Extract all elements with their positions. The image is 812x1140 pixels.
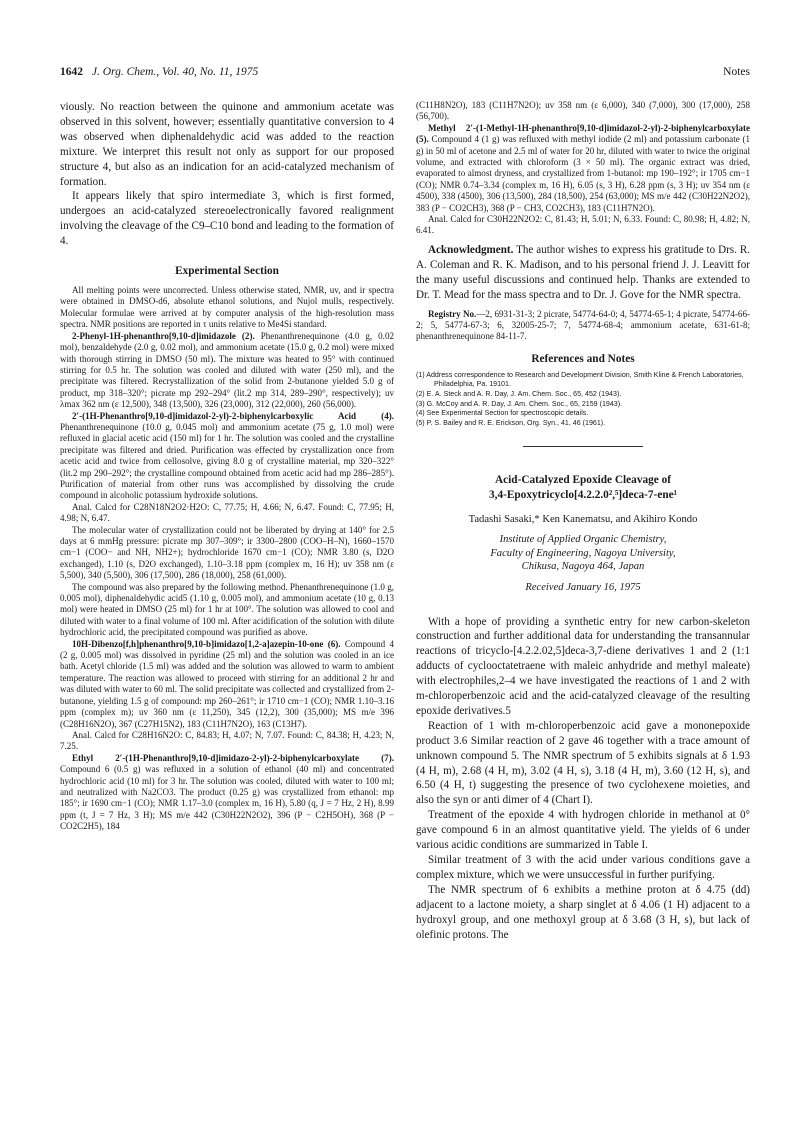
compound-4-water-note: The molecular water of crystallization could not be liberated by drying at 140° for 2.5 days at 6 mmHg pressure: picrate mp 307–309°; ir 3300–2800 (COO–H–N), 1660–1570 cm−1 (COO− and NH, NH2+); hydrochloride 1670 cm−1 (CO); NMR 3.80 (s, D2O exchanged), 1.10 (s, D2O exchanged), 1.10–3.18 ppm (complex m, 16 H); uv 358 nm (ε 5,500), 340 (5,500), 306 (17,500), 286 (18,000), 258 (61,000). xyxy=(60,524,394,581)
compound-4-text: Phenanthrenequinone (10.0 g, 0.045 mol) and ammonium acetate (75 g, 1.0 mol) were refluxed in glacial acetic acid (150 ml) for 1 hr. The solution was cooled and the crystalline precipitate was filtered and dried. Purification was effected by crystallization once from acetic acid and twice from cellosolve, giving 8.0 g of crystalline material, mp 320–322° (lit.2 mp 290–292°; the crystalline compound obtained from acetic acid had mp 286–285°). Purification of material from other runs was accomplished by dissolving the crude compound in alcoholic potassium hydroxide solutions. xyxy=(60,421,394,501)
reference-item: (4) See Experimental Section for spectroscopic details. xyxy=(416,409,589,418)
reference-item: (1) Address correspondence to Research and Development Division, Smith Kline & French Laboratories, Philadelphia, Pa. 19101. xyxy=(416,370,744,389)
reference-item: (5) P. S. Bailey and R. E. Erickson, Org. Syn., 41, 46 (1961). xyxy=(416,418,606,427)
article-title-line-2: 3,4-Epoxytricyclo[4.2.2.0²,⁵]deca-7-ene¹ xyxy=(488,488,678,501)
article-title-line-1: Acid-Catalyzed Epoxide Cleavage of xyxy=(494,474,672,487)
running-header xyxy=(60,66,750,88)
compound-4-heading: 2′-(1H-Phenanthro[9,10-d]imidazol-2-yl)-2-biphenylcarboxylic Acid (4). xyxy=(72,410,394,421)
references-heading: References and Notes xyxy=(531,352,635,365)
article-paragraph-2: Reaction of 1 with m-chloroperbenzoic acid gave a mononepoxide product 3.6 Similar reaction of 2 gave 46 together with a trace amount of unknown compound 5. The NMR spectrum of 5 exhibits signals at δ 1.93 (4 H, m), 2.68 (4 H, m), 3.02 (4 H, s), 3.18 (4 H, m), 3.60 (12 H, s), and 6.50 (4 H, t) suggesting the presence of two cyclohexene moieties, and also the syn or anti dimer of 4 (Chart I). xyxy=(416,719,750,807)
intro-paragraph-2: It appears likely that spiro intermediate 3, which is first formed, undergoes an acid-catalyzed stereoelectronically favored realignment involving the cleavage of the C9–C10 bond and leading to the formation of 4. xyxy=(60,190,394,248)
acknowledgment-heading: Acknowledgment. xyxy=(428,243,514,256)
compound-5-text: Compound 4 (1 g) was refluxed with methyl iodide (2 ml) and potassium carbonate (1 g) in 50 ml of acetone and 2.5 ml of water for 20 hr, diluted with water to twice the original volume, and extracted with chloroform (3 × 50 ml). The organic extract was dried, evaporated to almost dryness, and crystallized from 1-butanol: mp 190–192°; ir 1705 cm−1 (CO); NMR 0.74–3.34 (complex m, 16 H), 6.05 (s, 3 H), 6.28 ppm (s, 3 H); uv 354 nm (ε 4500), 338 (4500), 306 (13,500), 284 (18,500), 254 (63,000); MS m/e 442 (C30H22N2O2), 383 (P − CO2CH3), 368 (P − CH3, CO2CH3), 183 (C11H7N2O). xyxy=(416,134,750,213)
compound-2-heading: 2-Phenyl-1H-phenanthro[9,10-d]imidazole (2). xyxy=(72,330,255,341)
registry-heading: Registry No. xyxy=(428,308,477,319)
compound-4-analysis: Anal. Calcd for C28N18N2O2·H2O: C, 77.75; H, 4.66; N, 6.47. Found: C, 77.95; H, 4.98; N, 6.47. xyxy=(60,501,394,524)
acknowledgment xyxy=(416,243,750,303)
acknowledgment-text: The author wishes to express his gratitude to Drs. R. A. Coleman and R. K. Madison, and to his personal friend J. J. Leavitt for the many useful discussions and continued help. Thanks are extended to Dr. T. Mead for the mass spectra and to Dr. J. Gove for the NMR spectra. xyxy=(416,243,750,301)
compound-5-heading: Methyl 2′-(1-Methyl-1H-phenanthro[9,10-d]imidazol-2-yl)-2-biphenylcarboxylate (5). xyxy=(416,122,750,145)
registry-numbers xyxy=(416,309,750,343)
right-column xyxy=(416,100,750,942)
compound-5-analysis: Anal. Calcd for C30H22N2O2: C, 81.43; H, 5.01; N, 6.33. Found: C, 80.98; H, 4.82; N, 6.41. xyxy=(416,214,750,236)
article-paragraph-4: Similar treatment of 3 with the acid under various conditions gave a complex mixture, which we were unsuccessful in further purifying. xyxy=(416,854,750,881)
affiliation-line-1: Institute of Applied Organic Chemistry, xyxy=(499,534,667,546)
compound-7-procedure xyxy=(60,753,394,833)
left-column xyxy=(60,100,394,833)
reference-item: (2) E. A. Steck and A. R. Day, J. Am. Chem. Soc., 65, 452 (1943). xyxy=(416,389,622,398)
compound-6-analysis: Anal. Calcd for C28H16N2O: C, 84.83; H, 4.07; N, 7.07. Found: C, 84.38; H, 4.23; N, 7.25. xyxy=(60,729,394,752)
compound-2-procedure xyxy=(60,331,394,411)
author-affiliation xyxy=(416,533,750,573)
compound-6-heading: 10H-Dibenzo[f,h]phenanthro[9,10-b]imidazo[1,2-a]azepin-10-one (6). xyxy=(72,638,341,649)
compound-7-heading: Ethyl 2′-(1H-Phenanthro[9,10-d]imidazo-2-yl)-2-biphenylcarboxylate (7). xyxy=(72,752,394,763)
article-paragraph-3: Treatment of the epoxide 4 with hydrogen chloride in methanol at 0° gave compound 6 in an almost quantitative yield. The yields of 6 under various acidic conditions are summarized in Table I. xyxy=(416,809,750,852)
reference-item: (3) G. McCoy and A. R. Day, J. Am. Chem. Soc., 65, 2159 (1943). xyxy=(416,399,623,408)
compound-7-text: Compound 6 (0.5 g) was refluxed in a solution of ethanol (40 ml) and concentrated hydrochloric acid (10 ml) for 3 hr. The solution was cooled, diluted with water to 100 ml; and neutralized with Na2CO3. The product (0.25 g) was crystallized from ethanol: mp 185°; ir 1690 cm−1 (CO); NMR 1.17–3.0 (complex m, 16 H), 5.80 (q, J = 7 Hz, 2 H), 8.99 ppm (t, J = 7 Hz, 3 H); MS m/e 442 (C30H22N2O2), 396 (P − C2H5OH), 368 (P − CO2C2H5), 184 xyxy=(60,764,394,832)
compound-6-text: Compound 4 (2 g, 0.005 mol) was dissolved in pyridine (25 ml) and the solution was cooled in an ice bath. Acetyl chloride (1.5 ml) was added and the solution was allowed to warm to ambient temperature. The reaction was allowed to proceed with stirring for an additional 2 hr and was diluted with water to 60 ml. The solid precipitate was collected and crystallized from 2-butanone, yielding 1.5 g of compound: mp 260–261°; ir 1710 cm−1 (CO); NMR 1.10–3.16 ppm (complex m); uv 360 nm (ε 11,250), 345 (12,2), 300 (35,000); MS m/e 396 (C28H16N2O), 367 (C27H15N2), 183 (C11H7N2O), 163 (C13H7). xyxy=(60,638,394,729)
compound-6-procedure xyxy=(60,639,394,730)
affiliation-line-3: Chikusa, Nagoya 464, Japan xyxy=(521,561,645,573)
journal-page xyxy=(60,66,750,941)
header-left xyxy=(60,66,258,78)
compound-2-text: Phenanthrenequinone (4.0 g, 0.02 mol), benzaldehyde (2.0 g, 0.02 mol), and ammonium acetate (15.0 g, 0.2 mol) were mixed with thorough stirring in DMSO (50 ml). The mixture was heated to 95° with continued stirring for 0.5 hr. The solution was cooled and diluted with water (250 ml), and the precipitate was filtered. Recrystallization of the solid from 2-butanone yielded 5.0 g of product, mp 318–320°; picrate mp 292–294° (lit.2 mp 314, 289–290°, respectively); uv λmax 362 nm (ε 12,500), 348 (13,500), 326 (23,000), 312 (22,000), 260 (56,000). xyxy=(60,330,394,410)
compound-7-continuation: (C11H8N2O), 183 (C11H7N2O); uv 358 nm (ε 6,000), 340 (7,000), 300 (17,000), 258 (56,700). xyxy=(416,100,750,122)
received-date: Received January 16, 1975 xyxy=(525,581,641,593)
article-paragraph-5: The NMR spectrum of 6 exhibits a methine proton at δ 4.75 (dd) adjacent to a lactone moiety, a sharp singlet at δ 4.06 (1 H) adjacent to a hydroxyl group, and one methoxyl group at δ 3.68 (3 H, s), but lack of olefinic protons. The xyxy=(416,883,750,941)
intro-paragraph-1: viously. No reaction between the quinone and ammonium acetate was observed in this solvent, however; essentially quantitative conversion to 4 was observed when diphenaldehydic acid was added to the reaction mixture. We interpret this result not only as support for our proposed structure 4, but also as an indication for an acid-catalyzed mechanism of formation. xyxy=(60,101,394,188)
compound-4-alt-method: The compound was also prepared by the following method. Phenanthrenequinone (1.0 g, 0.005 mol), diphenaldehydic acid5 (1.10 g, 0.005 mol), and ammonium acetate (10 g, 0.13 mol) were heated in DMSO (25 ml) for 1 hr at 100°. The solution was allowed to cool and diluted with water to a final volume of 100 ml. After acidification of the solution with dilute hydrochloric acid, the precipitated compound was purified as above. xyxy=(60,581,394,638)
compound-5-procedure xyxy=(416,123,750,214)
section-label: Notes xyxy=(723,66,750,78)
article-authors: Tadashi Sasaki,* Ken Kanematsu, and Akihiro Kondo xyxy=(468,514,698,526)
registry-text: —2, 6931-31-3; 2 picrate, 54774-64-0; 4, 54774-65-1; 4 picrate, 54774-66-2; 5, 54774-67-3; 6, 32005-25-7; 7, 54774-68-4; ammonium acetate, 631-61-8; phenanthrenequinone 84-11-7. xyxy=(416,308,750,342)
compound-4-procedure xyxy=(60,411,394,502)
experimental-general: All melting points were uncorrected. Unless otherwise stated, NMR, uv, and ir spectra were obtained in DMSO-d6, absolute ethanol solutions, and Nujol mulls, respectively. Molecular formulae were arrived at by computer analysis of the high-resolution mass spectra. NMR positions are reported in τ units relative to Me4Si standard. xyxy=(60,285,394,330)
page-number: 1642 xyxy=(60,66,83,78)
journal-citation: J. Org. Chem., Vol. 40, No. 11, 1975 xyxy=(91,66,259,78)
section-divider xyxy=(523,446,643,447)
affiliation-line-2: Faculty of Engineering, Nagoya University, xyxy=(490,547,676,559)
article-paragraph-1: With a hope of providing a synthetic entry for new carbon-skeleton construction and further additional data for understanding the transannular reactions of tricyclo-[4.2.2.02,5]deca-3,7-diene derivatives 1 and 2 (1:1 adducts of cyclooctatetraene with maleic anhydride and methyl maleate) with electrophiles,2–4 we have investigated the reactions of 1 and 2 with m-chloroperbenzoic acid and the acid-catalyzed cleavage of the resulting epoxide derivatives.5 xyxy=(416,615,750,717)
article-title xyxy=(416,473,750,502)
experimental-heading: Experimental Section xyxy=(175,265,279,278)
references-list xyxy=(416,371,750,429)
